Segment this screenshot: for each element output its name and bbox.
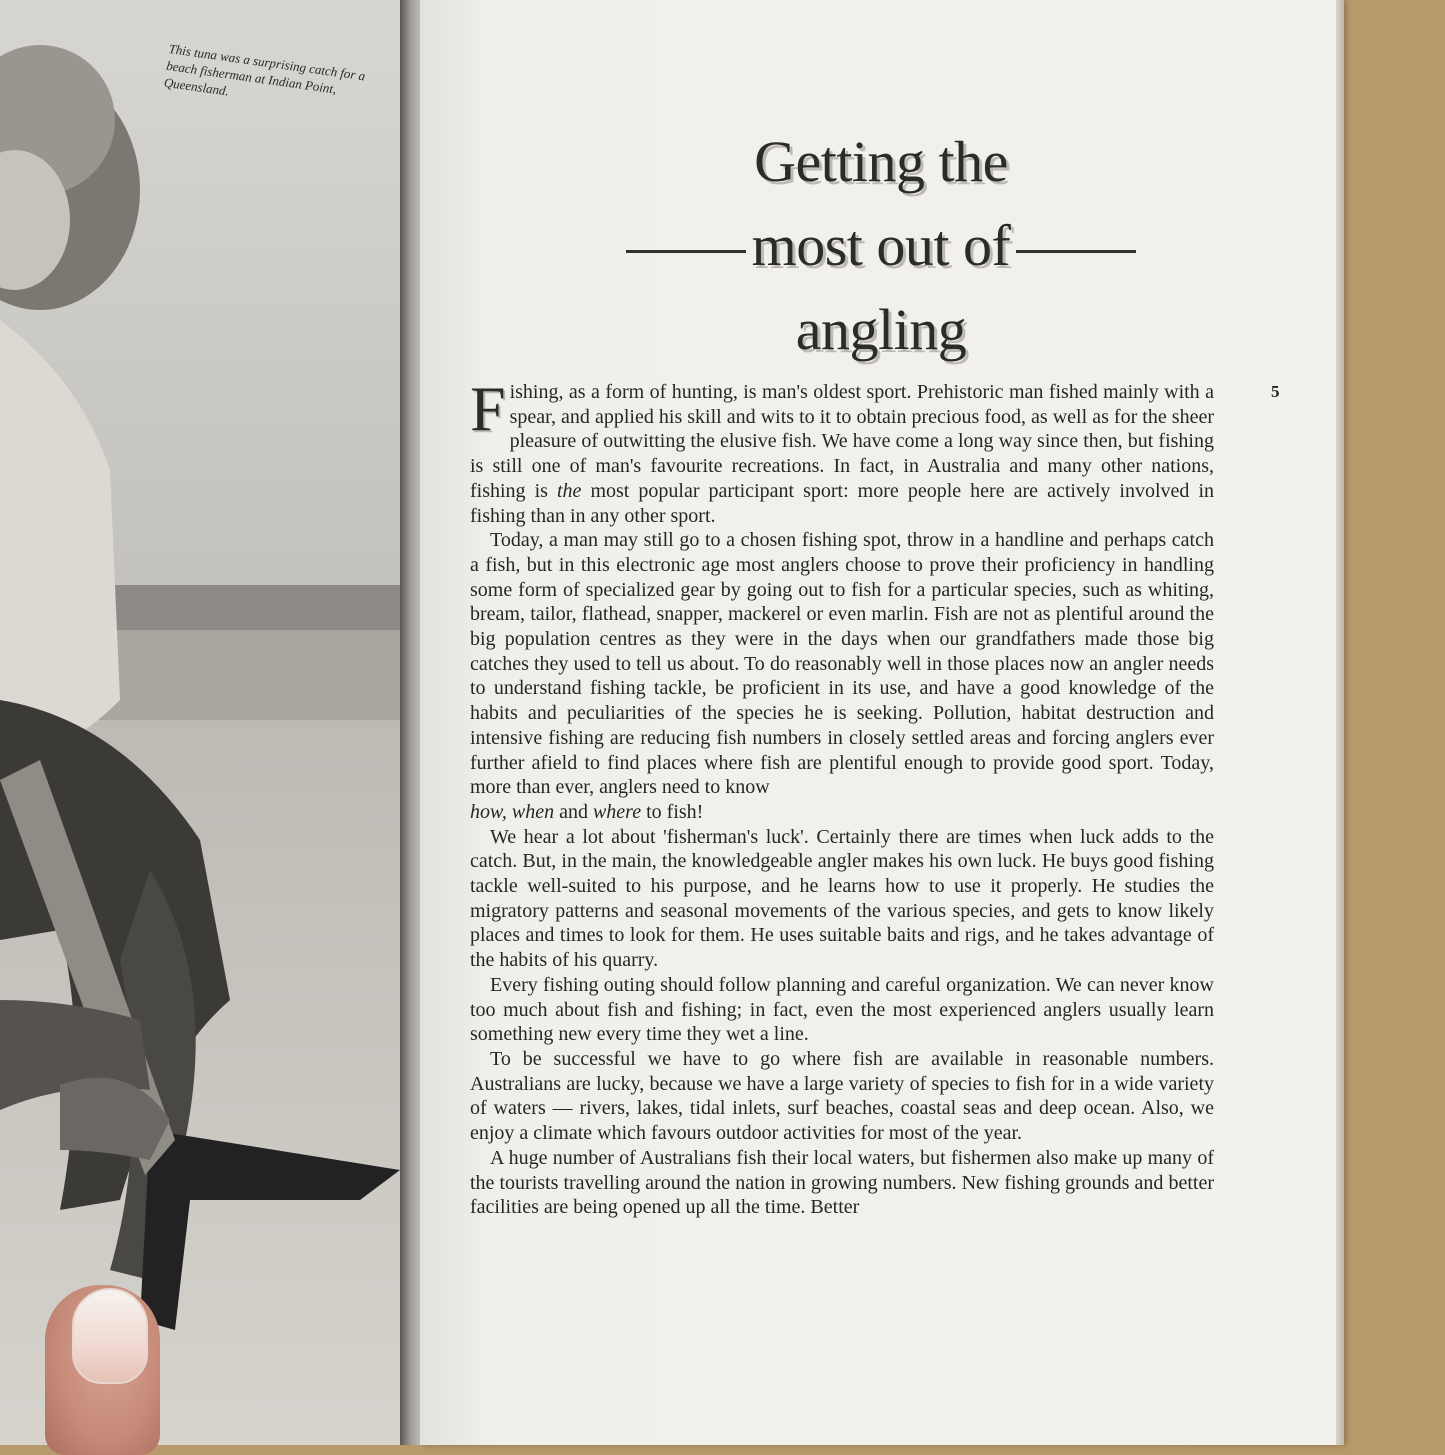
title-line-2-wrapper — [420, 204, 1342, 288]
photo-caption: This tuna was a surprising catch for a beach fisherman at Indian Point, Queensland. — [163, 40, 367, 99]
paragraph-2-emphasis-2: where — [592, 800, 642, 823]
page-edge — [1336, 0, 1344, 1445]
paragraph-2 — [470, 528, 1214, 824]
fingernail — [72, 1288, 148, 1384]
text-page — [420, 0, 1342, 1445]
body-text — [470, 373, 1214, 1220]
paragraph-1 — [470, 373, 1214, 528]
photo-page — [0, 0, 405, 1445]
title-rule-left — [626, 250, 746, 253]
paragraph-1-text: ishing, as a form of hunting, is man's oldest sport. Prehistoric man fished mainly with a spear, and applied his skill and wits to it to obtain precious food, as well as for the sheer pleasure of outwitting the elusive fish. We have come a long way since then, but fishing is still one of man's favourite recreations. In fact, in Australia and many other nations, fishing is — [470, 381, 1214, 502]
paragraph-1-emphasis: the — [556, 479, 582, 502]
title-rule-right — [1016, 250, 1136, 253]
title-line-1: Getting the — [754, 129, 1008, 194]
title-line-3: angling — [795, 297, 967, 362]
drop-cap: F — [470, 373, 506, 444]
paragraph-2-text: Today, a man may still go to a chosen fishing spot, throw in a handline and perhaps catch a fish, but in this electronic age most anglers choose to prove their proficiency in handling some form of specialized gear by going out to fish for a particular species, such as whiting, bream, tailor, flathead, snapper, mackerel or even marlin. Fish are not as plentiful around the big population centres as they were in the days when our grandfathers made those big catches they used to tell us about. To do reasonably well in those places now an angler needs to understand fishing tackle, be proficient in its use, and have a good knowledge of the habits and peculiarities of the species he is seeking. Pollution, habitat destruction and intensive fishing are reducing fish numbers in closely settled areas and forcing anglers ever further afield to find places where fish are plentiful enough to provide good sport. Today, more than ever, anglers need to know — [470, 529, 1214, 799]
paragraph-2-end: to fish! — [646, 800, 704, 823]
paragraph-5: To be successful we have to go where fish are available in reasonable numbers. Australians are lucky, because we have a large variety of species to fish for in a wide variety of waters — rivers, lakes, tidal inlets, surf beaches, coastal seas and deep ocean. Also, we enjoy a climate which favours outdoor activities for most of the year. — [470, 1047, 1214, 1145]
fisherman-photo — [0, 0, 405, 1445]
paragraph-3: We hear a lot about 'fisherman's luck'. Certainly there are times when luck adds to the catch. But, in the main, the knowledgeable angler makes his own luck. He buys good fishing tackle well-suited to his purpose, and he learns how to use it properly. He studies the migratory patterns and seasonal movements of the various species, and gets to know likely places and times to look for them. He uses suitable baits and rigs, and he takes advantage of the habits of his quarry. — [470, 825, 1214, 972]
paragraph-2-emphasis-1: how, when — [470, 800, 555, 823]
chapter-title — [420, 120, 1342, 372]
paragraph-4: Every fishing outing should follow planning and careful organization. We can never know too much about fish and fishing; in fact, even the most experienced anglers usually learn something new every time they wet a line. — [470, 973, 1214, 1046]
title-line-2: most out of — [751, 213, 1011, 278]
paragraph-2-and: and — [559, 800, 588, 823]
paragraph-1-end: most popular participant sport: more people here are actively involved in fishing than in any other sport. — [470, 479, 1214, 527]
page-number: 5 — [1271, 382, 1280, 401]
paragraph-6: A huge number of Australians fish their local waters, but fishermen also make up many of the tourists travelling around the nation in growing numbers. New fishing grounds and better facilities are being opened up all the time. Better — [470, 1146, 1214, 1219]
